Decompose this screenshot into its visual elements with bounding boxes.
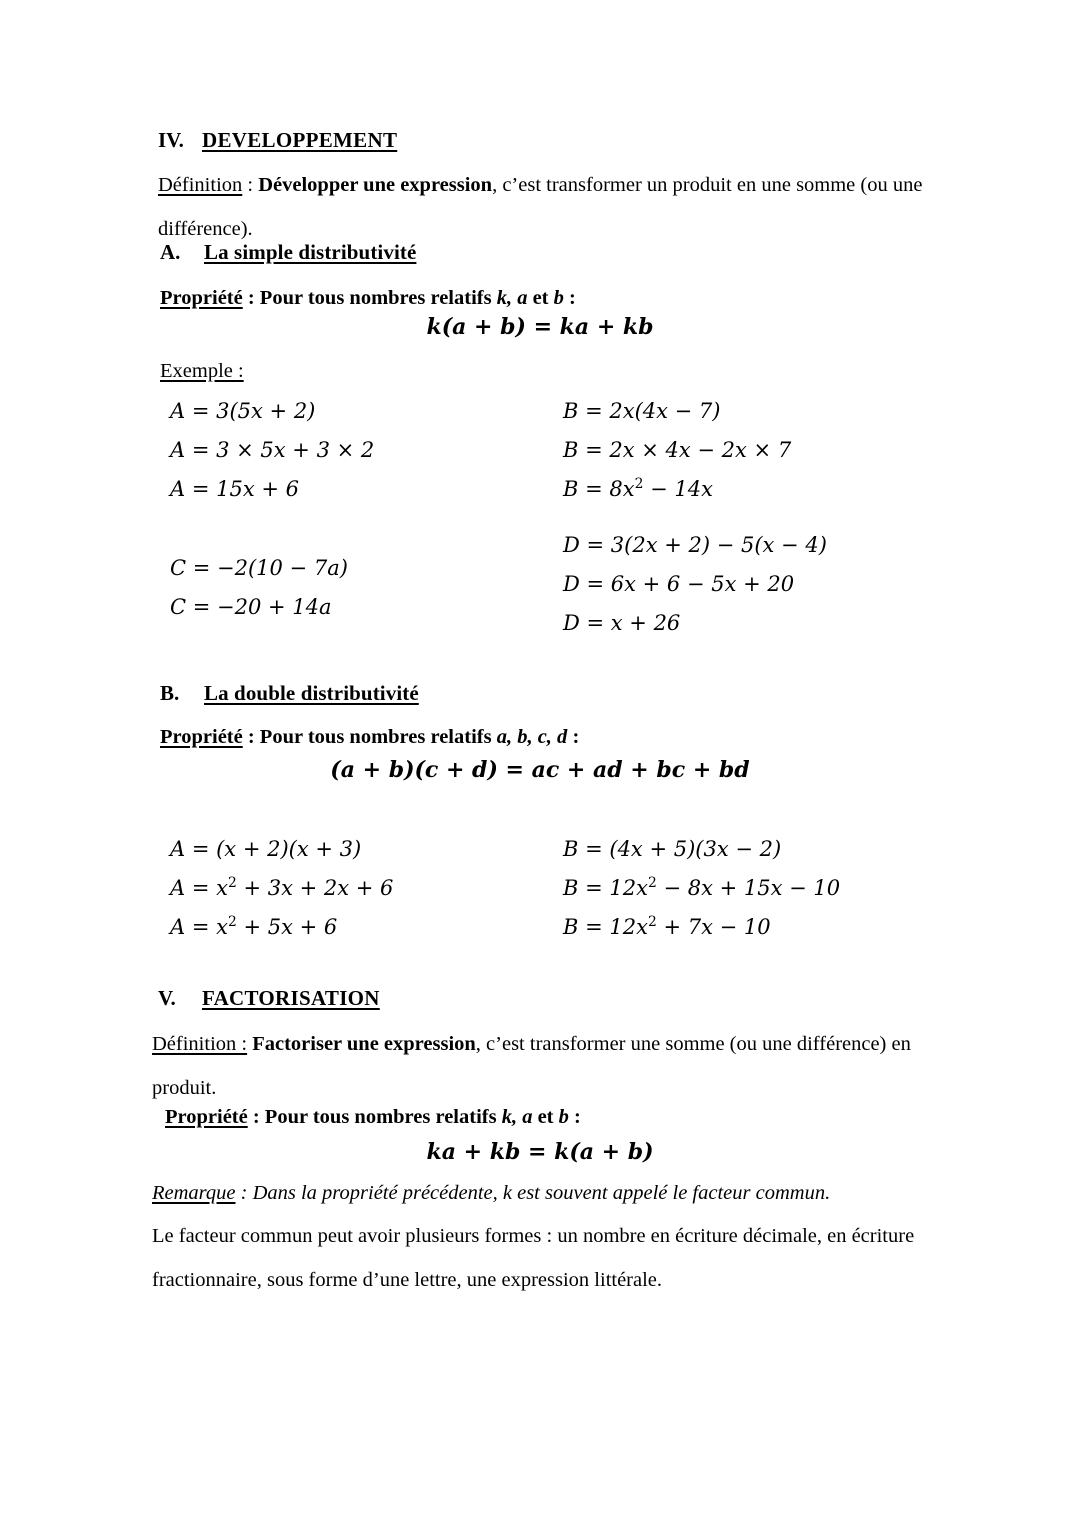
property-double-distributivite [160,722,579,752]
equation-line: $B = 12x^2 - 8x + 15x - 10$ [563,875,841,900]
property-colon: : [568,1106,581,1128]
example-block-b [563,392,791,509]
equation-line: D = 6x + 6 − 5x + 20 [563,572,795,596]
definition-body: , c’est transformer une somme (ou une différence) en produit. [152,1033,911,1099]
equation-line: A = 15x + 6 [170,477,299,501]
equation-line: $A = x^2 + 3x + 2x + 6$ [170,875,394,900]
property-intro: : Pour tous nombres relatifs [242,726,497,748]
definition-developpement [158,163,968,251]
remark-body: : Dans la propriété précédente, k est souvent appelé le facteur commun. [235,1182,831,1204]
example-block-a [170,392,374,509]
definition-factorisation [152,1022,972,1110]
property-intro: : Pour tous nombres relatifs [242,287,497,309]
equation-line: C = −20 + 14a [170,595,332,619]
definition-separator: : [242,174,259,196]
equation-line: B = (4x + 5)(3x − 2) [563,837,782,861]
property-variables: a, b, c, d [496,726,568,748]
closing-paragraph: Le facteur commun peut avoir plusieurs formes : un nombre en écriture décimale, en écriture fractionnaire, sous forme d’une lettre, une expression littérale. [152,1225,915,1291]
subsection-title: La simple distributivité [204,240,417,264]
property-variables: k, a [501,1106,533,1128]
property-simple-distributivite [160,283,576,313]
definition-body: , c’est transformer un produit en une somme (ou une différence). [158,174,923,240]
example-block-c [170,549,348,627]
formula-double-distributivite: (a + b)(c + d) = ac + ad + bc + bd [330,757,750,783]
remark-label: Remarque [152,1182,236,1204]
section-heading-factorisation [158,986,380,1011]
equation-line: D = x + 26 [563,611,681,635]
property-label: Propriété [165,1106,248,1128]
definition-label: Définition [158,174,243,196]
example-label-simple [160,356,970,386]
subsection-number: A. [160,240,181,264]
equation-line: C = −2(10 − 7a) [170,556,348,580]
property-intro: : Pour tous nombres relatifs [247,1106,502,1128]
double-example-block-b [563,830,840,947]
equation-line: B = 2x × 4x − 2x × 7 [563,438,792,462]
equation-line: $B = 8x^2 - 14x$ [563,476,713,501]
section-heading-developpement [158,128,397,153]
section-number: IV. [158,128,184,152]
equation-line: D = 3(2x + 2) − 5(x − 4) [563,533,827,557]
remark-factorisation [152,1178,982,1208]
formula-simple-distributivite: k(a + b) = ka + kb [426,314,654,340]
property-variable-b: b [553,287,564,309]
section-title: DEVELOPPEMENT [202,128,398,152]
subsection-title: La double distributivité [204,681,419,705]
equation-line: A = (x + 2)(x + 3) [170,837,362,861]
equation-line: A = 3(5x + 2) [170,399,316,423]
property-conjunction: et [527,287,554,309]
equation-line: $B = 12x^2 + 7x - 10$ [563,914,771,939]
property-conjunction: et [532,1106,559,1128]
subsection-number: B. [160,681,180,705]
property-label: Propriété [160,726,243,748]
definition-term: Développer une expression [258,174,493,196]
property-label: Propriété [160,287,243,309]
example-block-d [563,526,827,643]
definition-term: Factoriser une expression [252,1033,476,1055]
equation-line: A = 3 × 5x + 3 × 2 [170,438,375,462]
subsection-heading-simple-distributivite [160,240,416,265]
section-number: V. [158,986,176,1010]
equation-line: $A = x^2 + 5x + 6$ [170,914,338,939]
property-colon: : [567,726,580,748]
example-label-text: Exemple : [160,360,244,382]
equation-line: B = 2x(4x − 7) [563,399,721,423]
section-title: FACTORISATION [202,986,380,1010]
property-factorisation [165,1102,581,1132]
subsection-heading-double-distributivite [160,681,419,706]
property-variables: k, a [496,287,528,309]
definition-label: Définition : [152,1033,248,1055]
property-colon: : [563,287,576,309]
double-example-block-a [170,830,393,947]
formula-factorisation: ka + kb = k(a + b) [426,1139,654,1165]
property-variable-b: b [558,1106,569,1128]
